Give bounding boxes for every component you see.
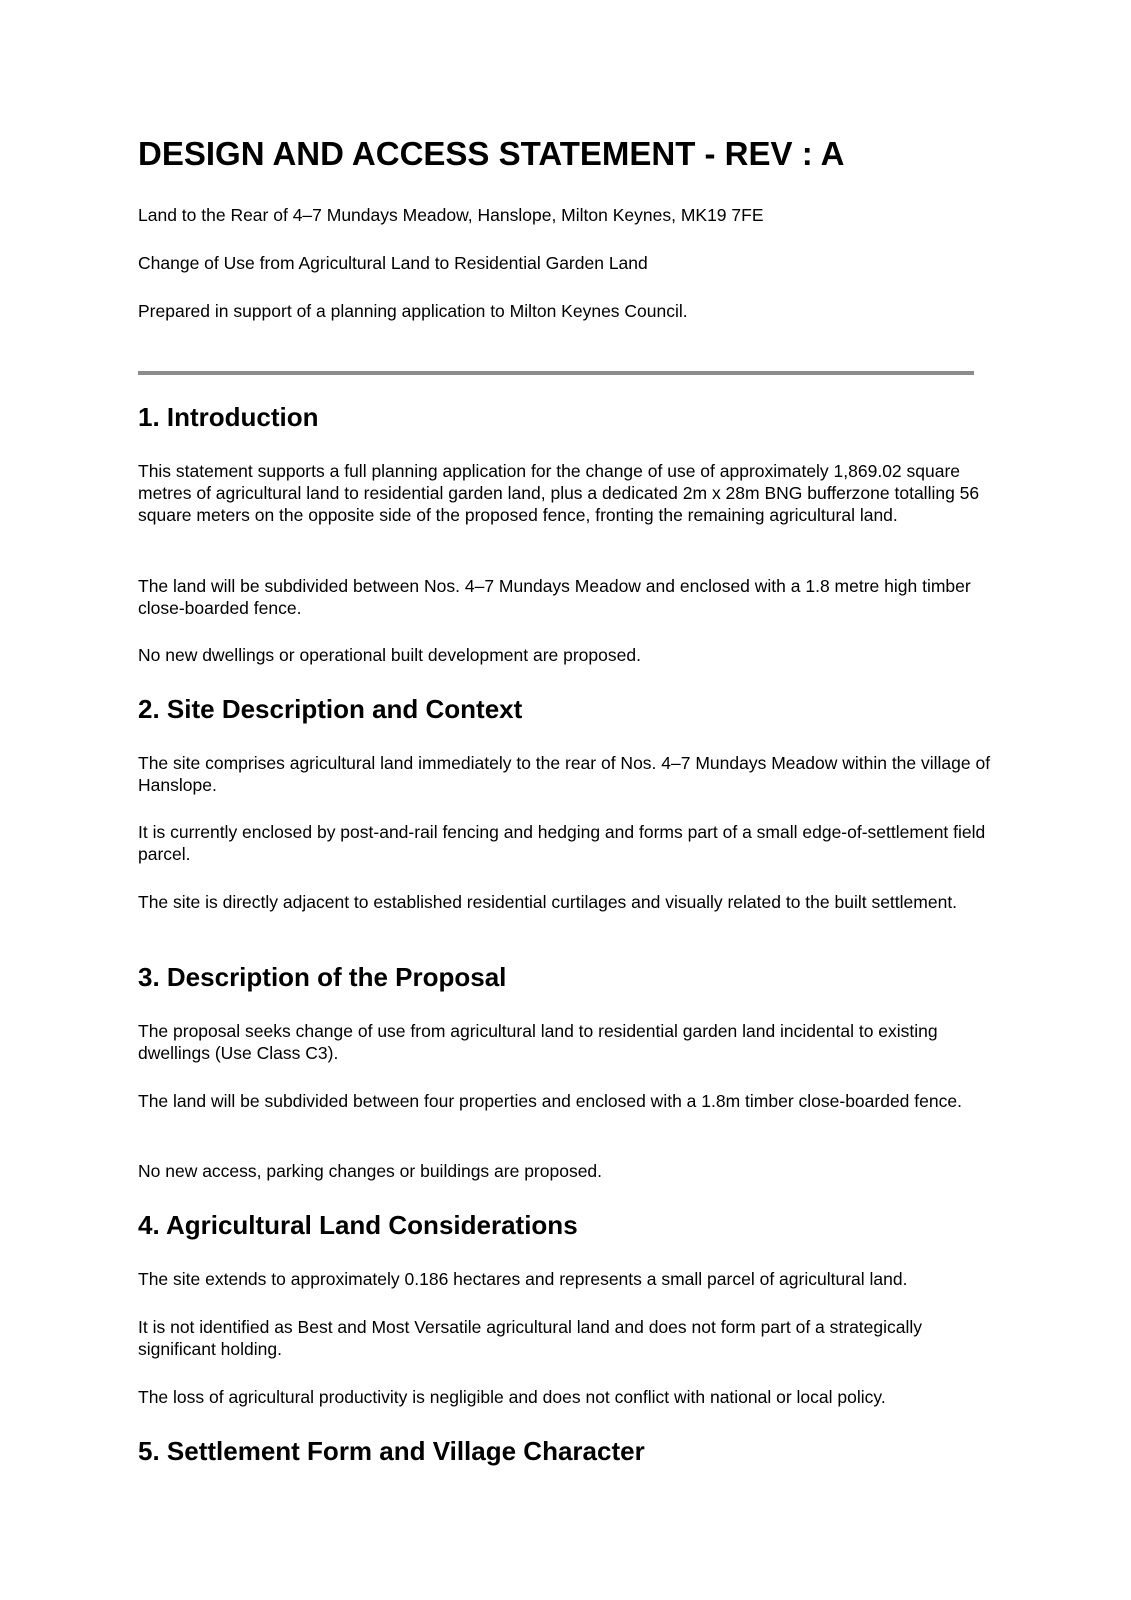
- application-subject: Change of Use from Agricultural Land to Residential Garden Land: [138, 253, 648, 273]
- proposal-paragraph: The proposal seeks change of use from agricultural land to residential garden land incidental to existing dwellings (Use Class C3).: [138, 1021, 938, 1063]
- introduction-paragraph: The land will be subdivided between Nos. 4–7 Mundays Meadow and enclosed with a 1.8 metre high timber close-boarded fence.: [138, 576, 971, 618]
- document-title: DESIGN AND ACCESS STATEMENT - REV : A: [138, 135, 845, 172]
- section-heading-introduction: 1. Introduction: [138, 402, 319, 432]
- introduction-paragraph: This statement supports a full planning application for the change of use of approximately 1,869.02 square metres of agricultural land to residential garden land, plus a dedicated 2m x 28m BNG bufferzone totalling 56 square meters on the opposite side of the proposed fence, fronting the remaining agricultural land.: [138, 461, 980, 525]
- site-description-paragraph: The site is directly adjacent to established residential curtilages and visually related to the built settlement.: [138, 892, 958, 912]
- proposal-paragraph: No new access, parking changes or buildings are proposed.: [138, 1161, 603, 1181]
- site-description-paragraph: The site comprises agricultural land immediately to the rear of Nos. 4–7 Mundays Meadow within the village of Hanslope.: [138, 753, 991, 795]
- prepared-statement: Prepared in support of a planning application to Milton Keynes Council.: [138, 301, 688, 321]
- section-divider: [138, 371, 974, 375]
- agricultural-land-paragraph: It is not identified as Best and Most Versatile agricultural land and does not form part of a strategically significant holding.: [138, 1317, 923, 1359]
- proposal-paragraph: The land will be subdivided between four properties and enclosed with a 1.8m timber close-boarded fence.: [138, 1091, 962, 1111]
- agricultural-land-paragraph: The site extends to approximately 0.186 hectares and represents a small parcel of agricultural land.: [138, 1269, 908, 1289]
- agricultural-land-paragraph: The loss of agricultural productivity is negligible and does not conflict with national or local policy.: [138, 1387, 886, 1407]
- section-heading-site-description: 2. Site Description and Context: [138, 694, 523, 724]
- section-heading-settlement-form: 5. Settlement Form and Village Character: [138, 1436, 645, 1466]
- site-description-paragraph: It is currently enclosed by post-and-rail fencing and hedging and forms part of a small edge-of-settlement field parcel.: [138, 822, 986, 864]
- site-address: Land to the Rear of 4–7 Mundays Meadow, Hanslope, Milton Keynes, MK19 7FE: [138, 205, 764, 225]
- section-heading-proposal: 3. Description of the Proposal: [138, 962, 507, 992]
- section-heading-agricultural-land: 4. Agricultural Land Considerations: [138, 1210, 578, 1240]
- introduction-paragraph: No new dwellings or operational built development are proposed.: [138, 645, 641, 665]
